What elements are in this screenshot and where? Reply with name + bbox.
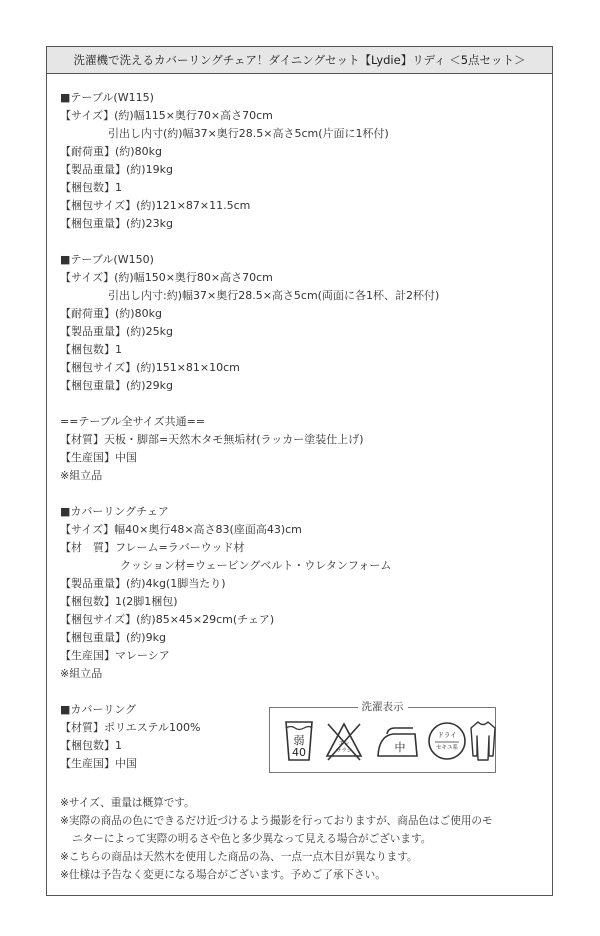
spec-line: 【梱包数】1 [60,739,122,752]
note-line: ※仕様は予告なく変更になる場合がございます。予めご了承下さい。 [60,869,386,881]
spec-line: 【サイズ】(約)幅150×奥行80×高さ70cm [60,271,273,284]
wash-temp-label-top: 弱 [293,734,305,747]
spec-line: 【生産国】中国 [60,757,137,770]
section-gap [60,395,542,413]
note-line: ※こちらの商品は天然木を使用した商品の為、一点一点木目が異なります。 [60,851,418,863]
spec-line: 【製品重量】(約)25kg [60,325,173,338]
spec-line: ■テーブル(W150) [60,253,154,266]
spec-line: 【梱包重量】(約)9kg [60,631,166,644]
spec-line: 【製品重量】(約)19kg [60,163,173,176]
laundry-label-box [269,701,496,773]
spec-line: 【材 質】フレーム=ラバーウッド材 [60,541,245,554]
spec-line: ==テーブル全サイズ共通== [60,415,205,428]
spec-line: ■カバーリング [60,703,137,716]
hand-wash-40-icon [283,718,315,764]
spec-line: 【梱包重量】(約)29kg [60,379,173,392]
notes-list [60,794,546,884]
spec-line: 【生産国】中国 [60,451,137,464]
note-line: ※実際の商品の色にできるだけ近づけるよう撮影を行っておりますが、商品色はご使用のモ [60,815,493,827]
section-gap [60,233,542,251]
spec-header: 洗濯機で洗えるカバーリングチェア！ダイニングセット【Lydie】リディ ＜5点セット＞ [47,47,552,74]
spec-line: 【梱包サイズ】(約)85×45×29cm(チェア) [60,613,275,626]
shirt-icon [469,718,497,764]
spec-line: ※組立品 [60,667,103,680]
spec-line: 【耐荷重】(約)80kg [60,145,162,158]
dry-clean-icon [426,718,468,764]
spec-line: 【製品重量】(約)4kg(1脚当たり) [60,577,226,590]
spec-line: 【梱包数】1 [60,343,122,356]
spec-line: 【生産国】マレーシア [60,649,170,662]
spec-panel [46,46,553,896]
spec-line: ※組立品 [60,469,103,482]
spec-line: 【梱包サイズ】(約)151×81×10cm [60,361,240,374]
dry-clean-label-top: ドライ [437,731,457,739]
spec-line: 【梱包重量】(約)23kg [60,217,173,230]
dry-clean-label-bottom: セキユ系 [435,745,459,751]
spec-line: ■テーブル(W115) [60,91,154,104]
spec-line: 【梱包数】1 [60,181,122,194]
note-line: ニターによって実際の明るさや色と多少異なって見える場合がございます。 [72,833,432,845]
iron-temp-label: 中 [394,741,406,754]
no-bleach-icon [324,718,364,764]
section-gap [60,683,542,701]
spec-line: 【耐荷重】(約)80kg [60,307,162,320]
bleach-label-top: エン [338,741,350,747]
spec-line: 【梱包サイズ】(約)121×87×11.5cm [60,199,251,212]
spec-line: 【梱包数】1(2脚1梱包) [60,595,178,608]
spec-line: 引出し内寸(約)幅37×奥行28.5×高さ5cm(片面に1杯付) [108,127,389,140]
section-gap [60,485,542,503]
spec-line: 【サイズ】(約)幅115×奥行70×高さ70cm [60,109,273,122]
spec-line: 【サイズ】幅40×奥行48×高さ83(座面高43)cm [60,523,302,536]
laundry-label-title: 洗濯表示 [358,700,408,715]
spec-line: 【材質】ポリエステル100% [60,721,201,734]
spec-list [60,89,542,773]
note-line: ※サイズ、重量は概算です。 [60,797,195,809]
spec-line: ■カバーリングチェア [60,505,169,518]
spec-line: クッション材=ウェービングベルト・ウレタンフォーム [120,559,392,572]
spec-line: 引出し内寸:約)幅37×奥行28.5×高さ5cm(両面に各1杯、計2杯付) [108,289,440,302]
spec-line: 【材質】天板・脚部=天然木タモ無垢材(ラッカー塗装仕上げ) [60,433,364,446]
bleach-label-bottom: サラシ [335,748,353,754]
wash-temp-label-bottom: 40 [292,746,306,759]
iron-medium-icon [373,718,421,764]
